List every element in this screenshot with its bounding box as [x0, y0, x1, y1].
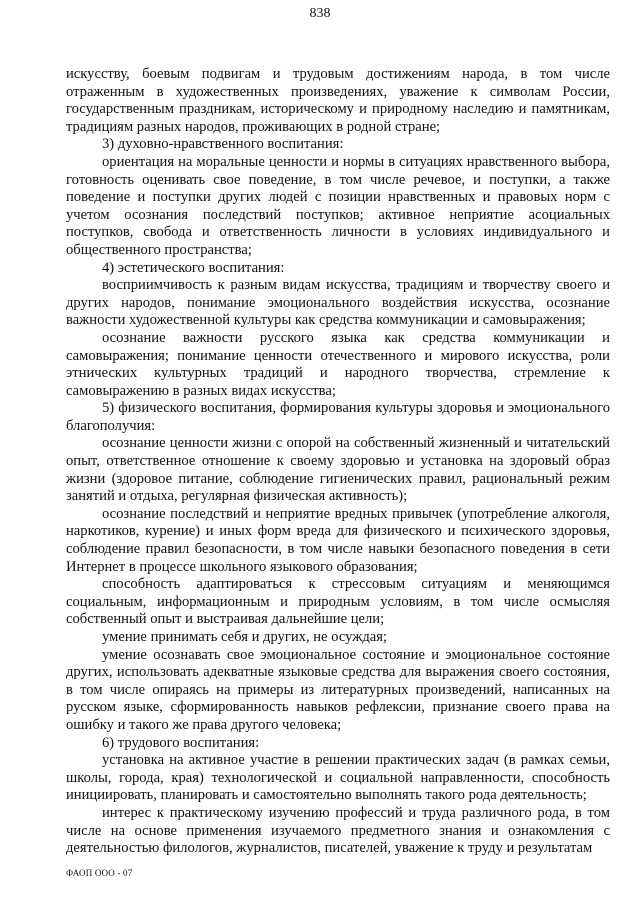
paragraph: 5) физического воспитания, формирования культуры здоровья и эмоционального благополучия: [66, 400, 610, 434]
paragraph: установка на активное участие в решении практических задач (в рамках семьи, школы, города, края) технологической и социальной направленности, способность инициировать, планировать и самостоятельно выполнять такого рода деятельность; [66, 752, 610, 804]
paragraph: ориентация на моральные ценности и нормы в ситуациях нравственного выбора, готовность оценивать свое поведение, в том числе речевое, и поступки, а также поведение и поступки других людей с позиции нравственных и правовых норм с учетом осознания последствий поступков; активное неприятие асоциальных поступков, свобода и ответственность личности в условиях индивидуального и общественного пространства; [66, 153, 610, 258]
paragraph: 4) эстетического воспитания: [102, 259, 285, 276]
paragraph: умение принимать себя и других, не осуждая; [102, 629, 387, 645]
paragraph: 6) трудового воспитания: [102, 734, 260, 751]
paragraph: осознание важности русского языка как средства коммуникации и самовыражения; понимание ценности отечественного и мирового искусства, роли этнических культурных традиций и народного творчества, стремление к самовыражению в разных видах искусства; [66, 329, 610, 399]
page-number: 838 [309, 6, 331, 21]
paragraph: искусству, боевым подвигам и трудовым достижениям народа, в том числе отраженным в художественных произведениях, уважение к символам России, государственным праздникам, историческому и природному наследию и памятникам, традициям разных народов, проживающих в родной стране; [66, 66, 610, 135]
document-code-footer: ФАОП ООО - 07 [66, 868, 133, 878]
paragraph: осознание ценности жизни с опорой на собственный жизненный и читательский опыт, ответственное отношение к своему здоровью и установка на здоровый образ жизни (здоровое питание, соблюдение гигиенических правил, рациональный режим занятий и отдыха, регулярная физическая активность); [66, 435, 610, 505]
paragraph: осознание последствий и неприятие вредных привычек (употребление алкоголя, наркотиков, курение) и иных форм вреда для физического и психического здоровья, соблюдение правил безопасности, в том числе навыки безопасного поведения в сети Интернет в процессе школьного языкового образования; [66, 505, 610, 575]
paragraph: интерес к практическому изучению профессий и труда различного рода, в том числе на основе применения изучаемого предметного знания и ознакомления с деятельностью филологов, журналистов, писателей, уважение к труду и результатам [66, 804, 610, 857]
paragraph: 3) духовно-нравственного воспитания: [102, 136, 344, 153]
paragraph: способность адаптироваться к стрессовым ситуациям и меняющимся социальным, информационным и природным условиям, в том числе осмысляя собственный опыт и выстраивая дальнейшие цели; [66, 576, 610, 628]
paragraph: восприимчивость к разным видам искусства, традициям и творчеству своего и других народов, понимание эмоционального воздействия искусства, осознание важности художественной культуры как средства коммуникации и самовыражения; [66, 277, 610, 329]
document-body [66, 66, 610, 858]
paragraph: умение осознавать свое эмоциональное состояние и эмоциональное состояние других, использовать адекватные языковые средства для выражения своего состояния, в том числе опираясь на примеры из литературных произведений, написанных на русском языке, сформированность навыков рефлексии, признание своего права на ошибку и такого же права другого человека; [66, 646, 610, 733]
